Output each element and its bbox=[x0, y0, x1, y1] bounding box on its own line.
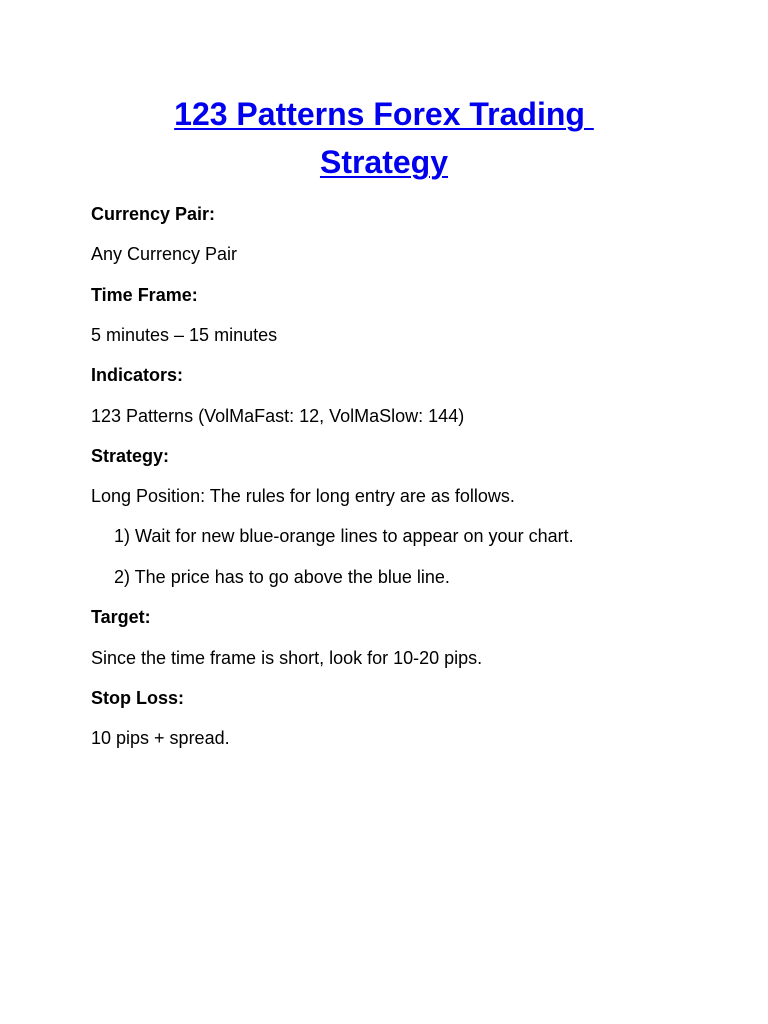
strategy-heading: Strategy: bbox=[91, 446, 170, 466]
strategy-rule-1: 1) Wait for new blue-orange lines to appear on your chart. bbox=[114, 526, 574, 546]
stop-loss-value: 10 pips + spread. bbox=[91, 728, 230, 748]
document-title-line-2[interactable]: Strategy bbox=[319, 144, 449, 180]
document-title-line-1[interactable]: 123 Patterns Forex Trading bbox=[174, 96, 594, 132]
indicators-heading: Indicators: bbox=[91, 365, 184, 385]
strategy-intro: Long Position: The rules for long entry are as follows. bbox=[91, 486, 515, 506]
strategy-rule-2: 2) The price has to go above the blue line. bbox=[114, 567, 450, 587]
target-value: Since the time frame is short, look for 10-20 pips. bbox=[91, 648, 483, 668]
time-frame-heading: Time Frame: bbox=[91, 285, 198, 305]
stop-loss-heading: Stop Loss: bbox=[91, 688, 184, 708]
currency-pair-value: Any Currency Pair bbox=[91, 244, 238, 264]
currency-pair-heading: Currency Pair: bbox=[91, 204, 216, 224]
indicators-value: 123 Patterns (VolMaFast: 12, VolMaSlow: 144) bbox=[91, 406, 465, 426]
time-frame-value: 5 minutes – 15 minutes bbox=[91, 325, 278, 345]
target-heading: Target: bbox=[91, 607, 151, 627]
